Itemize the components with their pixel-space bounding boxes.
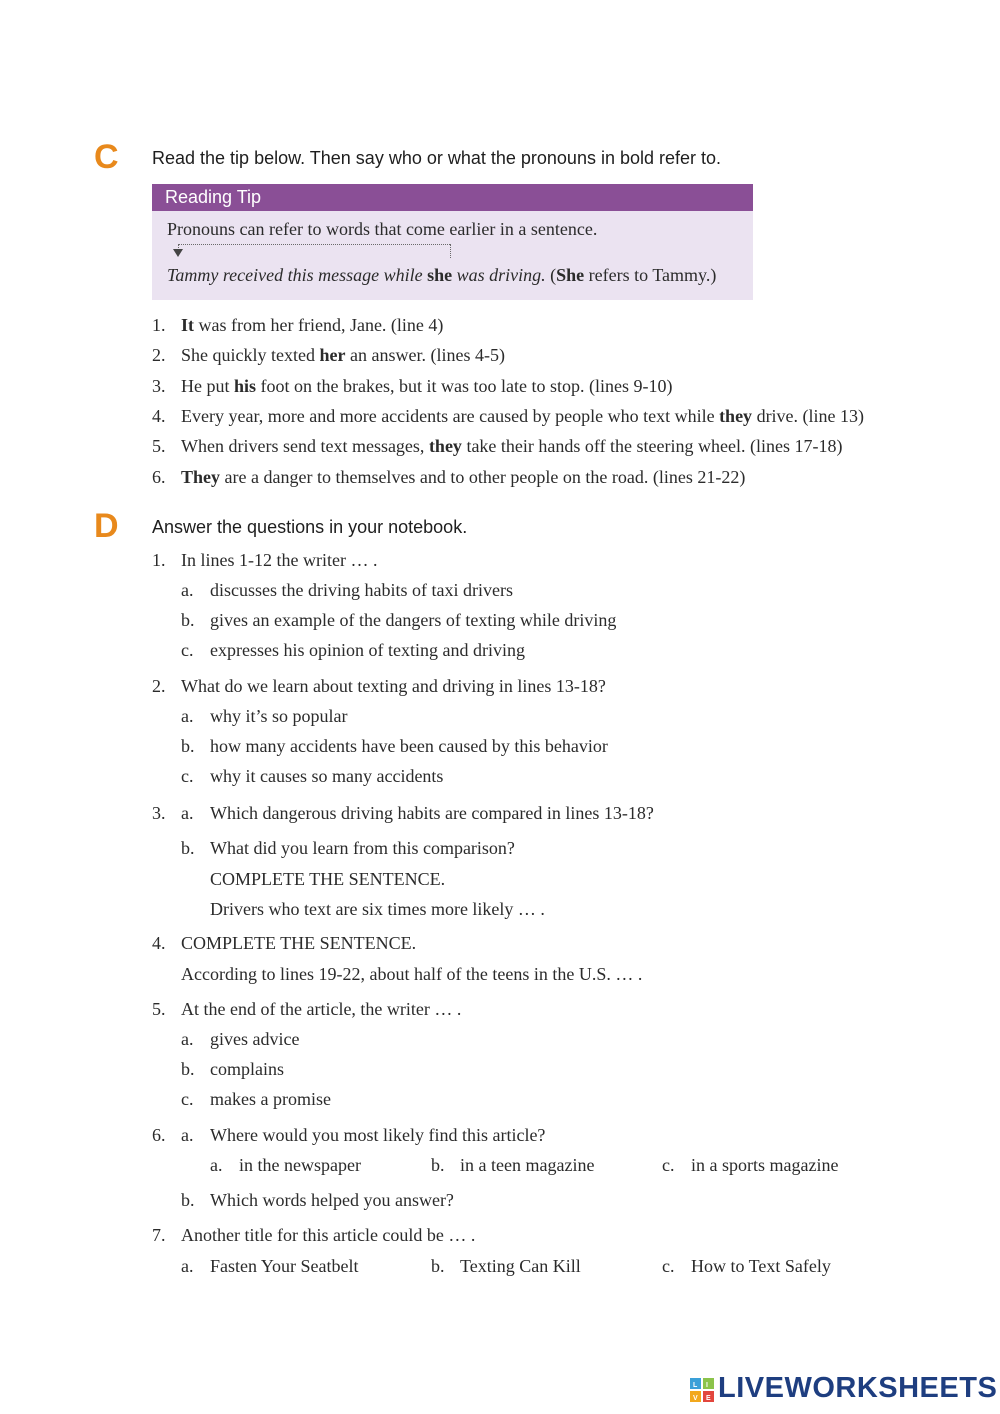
reference-arrow-line [178, 244, 450, 245]
section-c-letter: C [94, 138, 119, 176]
q1-option-c [181, 640, 525, 661]
example-pronoun: she [427, 265, 453, 285]
item-pronoun: her [319, 345, 346, 365]
question-6 [152, 1125, 546, 1146]
question-3b [181, 838, 515, 859]
item-pronoun: It [181, 315, 194, 335]
q3b-sentence: Drivers who text are six times more likely … . [210, 899, 545, 919]
q3b-letter: b. [181, 838, 195, 858]
question-number: 4. [152, 933, 166, 953]
example-note-pronoun: She [556, 265, 585, 285]
item-number: 3. [152, 376, 166, 396]
example-sentence-end: was driving. [452, 265, 546, 285]
option-letter: a. [181, 580, 194, 600]
item-pronoun: They [181, 467, 221, 487]
q3a-text: Which dangerous driving habits are compared in lines 13-18? [210, 803, 654, 823]
question-number: 7. [152, 1225, 166, 1245]
question-number: 3. [152, 803, 166, 823]
item-text: She quickly texted [181, 345, 320, 365]
c-item-2 [152, 345, 505, 366]
item-text-end: are a danger to themselves and to other people on the road. (lines 21-22) [220, 467, 746, 487]
reading-tip-title: Reading Tip [152, 184, 753, 211]
q2-option-a [181, 706, 348, 727]
question-text: Another title for this article could be … . [181, 1225, 476, 1245]
option-letter: b. [431, 1256, 445, 1276]
option-text: expresses his opinion of texting and driving [210, 640, 525, 660]
option-letter: c. [662, 1256, 675, 1276]
q3a-letter: a. [181, 803, 194, 823]
c-item-3 [152, 376, 672, 397]
item-text-end: foot on the brakes, but it was too late to stop. (lines 9-10) [256, 376, 673, 396]
q6b-text: Which words helped you answer? [210, 1190, 454, 1210]
item-text-end: take their hands off the steering wheel. (lines 17-18) [461, 436, 843, 456]
section-d-letter: D [94, 507, 119, 545]
option-text: in a sports magazine [691, 1155, 839, 1175]
q3b-instruction: COMPLETE THE SENTENCE. [210, 869, 446, 889]
question-4 [152, 933, 417, 954]
option-text: why it’s so popular [210, 706, 348, 726]
q5-option-c [181, 1089, 331, 1110]
option-text: Fasten Your Seatbelt [210, 1256, 359, 1276]
option-text: gives an example of the dangers of texting while driving [210, 610, 617, 630]
liveworksheets-logo[interactable] [690, 1372, 998, 1412]
c-item-6 [152, 467, 745, 488]
item-text-end: was from her friend, Jane. (line 4) [194, 315, 444, 335]
svg-text:E: E [706, 1395, 711, 1402]
option-text: How to Text Safely [691, 1256, 831, 1276]
item-number: 6. [152, 467, 166, 487]
item-number: 2. [152, 345, 166, 365]
svg-text:L: L [693, 1382, 698, 1389]
question-1 [152, 550, 378, 571]
option-text: discusses the driving habits of taxi drivers [210, 580, 513, 600]
question-number: 6. [152, 1125, 166, 1145]
question-7 [152, 1225, 476, 1246]
item-text-end: drive. (line 13) [752, 406, 865, 426]
q2-option-c [181, 766, 444, 787]
question-text: In lines 1-12 the writer … . [181, 550, 378, 570]
option-text: why it causes so many accidents [210, 766, 444, 786]
item-text: Every year, more and more accidents are caused by people who text while [181, 406, 720, 426]
q4-sentence: According to lines 19-22, about half of the teens in the U.S. … . [181, 964, 643, 984]
c-item-4 [152, 406, 864, 427]
option-letter: b. [181, 1059, 195, 1079]
question-number: 1. [152, 550, 166, 570]
q6-option-c [662, 1155, 839, 1176]
item-text: He put [181, 376, 234, 396]
q4-instruction: COMPLETE THE SENTENCE. [181, 933, 417, 953]
example-note-open: ( [545, 265, 557, 285]
liveworksheets-logo-icon [690, 1378, 714, 1402]
option-letter: c. [662, 1155, 675, 1175]
option-text: gives advice [210, 1029, 300, 1049]
svg-text:V: V [693, 1395, 698, 1402]
reading-tip-example [167, 265, 716, 286]
q6a-text: Where would you most likely find this article? [210, 1125, 546, 1145]
option-letter: a. [181, 1029, 194, 1049]
q7-option-c [662, 1256, 831, 1277]
item-number: 4. [152, 406, 166, 426]
example-note-text: refers to Tammy.) [584, 265, 717, 285]
item-number: 1. [152, 315, 166, 335]
option-letter: b. [181, 736, 195, 756]
section-c-heading: Read the tip below. Then say who or what the pronouns in bold refer to. [152, 148, 722, 168]
item-pronoun: they [428, 436, 462, 456]
c-item-5 [152, 436, 843, 457]
section-d-heading: Answer the questions in your notebook. [152, 517, 468, 537]
item-text: When drivers send text messages, [181, 436, 429, 456]
option-text: makes a promise [210, 1089, 331, 1109]
question-text: At the end of the article, the writer … . [181, 999, 462, 1019]
q6a-letter: a. [181, 1125, 194, 1145]
option-text: in the newspaper [239, 1155, 361, 1175]
q5-option-a [181, 1029, 300, 1050]
q6-option-a [210, 1155, 361, 1176]
q3b-text: What did you learn from this comparison? [210, 838, 515, 858]
q6-option-b [431, 1155, 595, 1176]
option-letter: b. [181, 610, 195, 630]
question-2 [152, 676, 606, 697]
reading-tip-text: Pronouns can refer to words that come earlier in a sentence. [167, 219, 598, 239]
item-number: 5. [152, 436, 166, 456]
c-item-1 [152, 315, 443, 336]
example-sentence-start: Tammy received this message while [167, 265, 428, 285]
reference-arrow-tail [450, 244, 451, 258]
q7-option-b [431, 1256, 581, 1277]
question-6b [181, 1190, 454, 1211]
option-text: complains [210, 1059, 284, 1079]
question-number: 2. [152, 676, 166, 696]
liveworksheets-brand-text: LIVEWORKSHEETS [718, 1372, 998, 1404]
reference-arrow-head-icon [173, 249, 183, 257]
q6b-letter: b. [181, 1190, 195, 1210]
option-text: in a teen magazine [460, 1155, 595, 1175]
option-text: how many accidents have been caused by this behavior [210, 736, 608, 756]
question-number: 5. [152, 999, 166, 1019]
option-letter: c. [181, 640, 194, 660]
option-letter: b. [431, 1155, 445, 1175]
option-letter: a. [210, 1155, 223, 1175]
option-letter: a. [181, 706, 194, 726]
item-pronoun: his [234, 376, 257, 396]
reading-tip-box [152, 184, 753, 300]
question-text: What do we learn about texting and driving in lines 13-18? [181, 676, 606, 696]
q7-option-a [181, 1256, 359, 1277]
svg-text:I: I [706, 1382, 708, 1389]
q2-option-b [181, 736, 608, 757]
question-3 [152, 803, 654, 824]
question-5 [152, 999, 462, 1020]
item-pronoun: they [719, 406, 753, 426]
q5-option-b [181, 1059, 284, 1080]
item-text-end: an answer. (lines 4-5) [345, 345, 505, 365]
q1-option-b [181, 610, 617, 631]
q1-option-a [181, 580, 513, 601]
option-text: Texting Can Kill [460, 1256, 581, 1276]
option-letter: a. [181, 1256, 194, 1276]
option-letter: c. [181, 766, 194, 786]
option-letter: c. [181, 1089, 194, 1109]
